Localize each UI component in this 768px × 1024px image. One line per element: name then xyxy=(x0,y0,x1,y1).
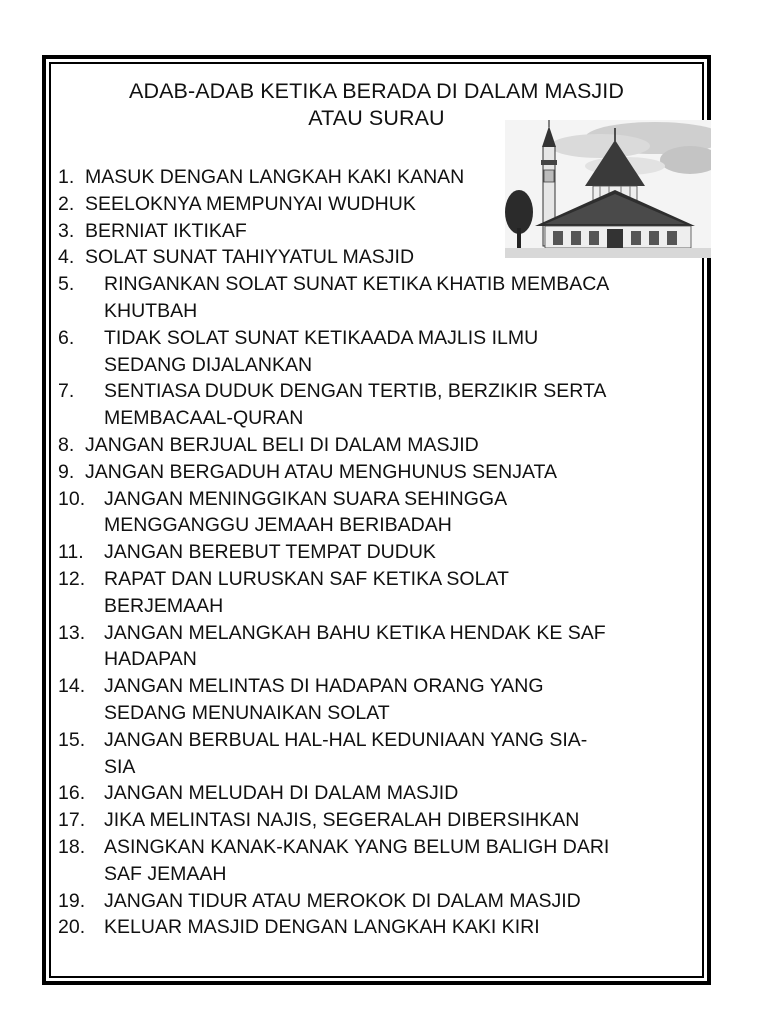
list-item xyxy=(58,432,698,459)
list-item xyxy=(58,378,698,432)
list-item xyxy=(58,673,698,727)
item-text: JIKA MELINTASI NAJIS, SEGERALAH DIBERSIHKAN xyxy=(104,809,580,832)
list-item xyxy=(58,566,698,620)
list-item xyxy=(58,727,698,781)
item-text: RINGANKAN SOLAT SUNAT KETIKA KHATIB MEMBACA xyxy=(104,273,610,296)
item-text: JANGAN TIDUR ATAU MEROKOK DI DALAM MASJID xyxy=(104,889,581,912)
item-number: 7. xyxy=(58,380,75,403)
item-number: 10. xyxy=(58,487,86,510)
list-item xyxy=(58,888,698,915)
item-number: 14. xyxy=(58,675,86,698)
list-item xyxy=(58,244,698,271)
item-number: 4. xyxy=(58,246,75,269)
item-text-continued: MENGGANGGU JEMAAH BERIBADAH xyxy=(104,514,452,537)
etiquette-list xyxy=(58,164,698,941)
list-item xyxy=(58,486,698,540)
item-number: 12. xyxy=(58,567,86,590)
item-text-continued: SAF JEMAAH xyxy=(104,862,227,885)
item-text-continued: SEDANG DIJALANKAN xyxy=(104,353,313,376)
item-text-continued: MEMBACAAL-QURAN xyxy=(104,407,304,430)
list-item xyxy=(58,191,698,218)
item-number: 13. xyxy=(58,621,86,644)
document-title-line-1: ADAB-ADAB KETIKA BERADA DI DALAM MASJID xyxy=(129,79,624,103)
document-title-line-2: ATAU SURAU xyxy=(308,106,445,130)
item-text-continued: SIA xyxy=(104,755,136,778)
list-item xyxy=(58,620,698,674)
list-item xyxy=(58,834,698,888)
item-text: JANGAN BEREBUT TEMPAT DUDUK xyxy=(104,541,436,564)
item-number: 3. xyxy=(58,219,75,242)
item-number: 11. xyxy=(58,541,84,564)
item-number: 20. xyxy=(58,916,86,939)
item-text: JANGAN MENINGGIKAN SUARA SEHINGGA xyxy=(104,487,508,510)
list-item xyxy=(58,218,698,245)
item-text-continued: KHUTBAH xyxy=(104,299,198,322)
item-text: JANGAN MELUDAH DI DALAM MASJID xyxy=(104,782,459,805)
item-number: 6. xyxy=(58,326,75,349)
item-text: MASUK DENGAN LANGKAH KAKI KANAN xyxy=(85,166,465,188)
item-number: 1. xyxy=(58,166,75,188)
list-item xyxy=(58,780,698,807)
list-item xyxy=(58,271,698,325)
item-number: 16. xyxy=(58,782,86,805)
item-text: JANGAN BERGADUH ATAU MENGHUNUS SENJATA xyxy=(85,460,558,483)
list-item xyxy=(58,807,698,834)
item-text: JANGAN BERBUAL HAL-HAL KEDUNIAAN YANG SIA- xyxy=(104,728,588,751)
item-number: 8. xyxy=(58,433,75,456)
item-text: SENTIASA DUDUK DENGAN TERTIB, BERZIKIR SERTA xyxy=(104,380,607,403)
item-text: KELUAR MASJID DENGAN LANGKAH KAKI KIRI xyxy=(104,916,540,939)
item-number: 15. xyxy=(58,728,86,751)
item-text-continued: BERJEMAAH xyxy=(104,594,224,617)
item-number: 2. xyxy=(58,192,75,215)
item-text: TIDAK SOLAT SUNAT KETIKAADA MAJLIS ILMU xyxy=(104,326,539,349)
item-number: 9. xyxy=(58,460,75,483)
item-text-continued: SEDANG MENUNAIKAN SOLAT xyxy=(104,701,390,724)
item-number: 5. xyxy=(58,273,75,296)
list-item xyxy=(58,459,698,486)
item-text: SOLAT SUNAT TAHIYYATUL MASJID xyxy=(85,246,415,269)
list-item xyxy=(58,164,698,191)
item-text: JANGAN MELANGKAH BAHU KETIKA HENDAK KE SAF xyxy=(104,621,606,644)
item-text-continued: HADAPAN xyxy=(104,648,197,671)
list-item xyxy=(58,914,698,941)
item-number: 18. xyxy=(58,835,86,858)
item-number: 19. xyxy=(58,889,86,912)
list-item xyxy=(58,325,698,379)
item-number: 17. xyxy=(58,809,86,832)
item-text: BERNIAT IKTIKAF xyxy=(85,219,247,242)
item-text: RAPAT DAN LURUSKAN SAF KETIKA SOLAT xyxy=(104,567,509,590)
item-text: ASINGKAN KANAK-KANAK YANG BELUM BALIGH DARI xyxy=(104,835,610,858)
list-item xyxy=(58,539,698,566)
item-text: SEELOKNYA MEMPUNYAI WUDHUK xyxy=(85,192,416,215)
item-text: JANGAN BERJUAL BELI DI DALAM MASJID xyxy=(85,433,479,456)
item-text: JANGAN MELINTAS DI HADAPAN ORANG YANG xyxy=(104,675,544,698)
